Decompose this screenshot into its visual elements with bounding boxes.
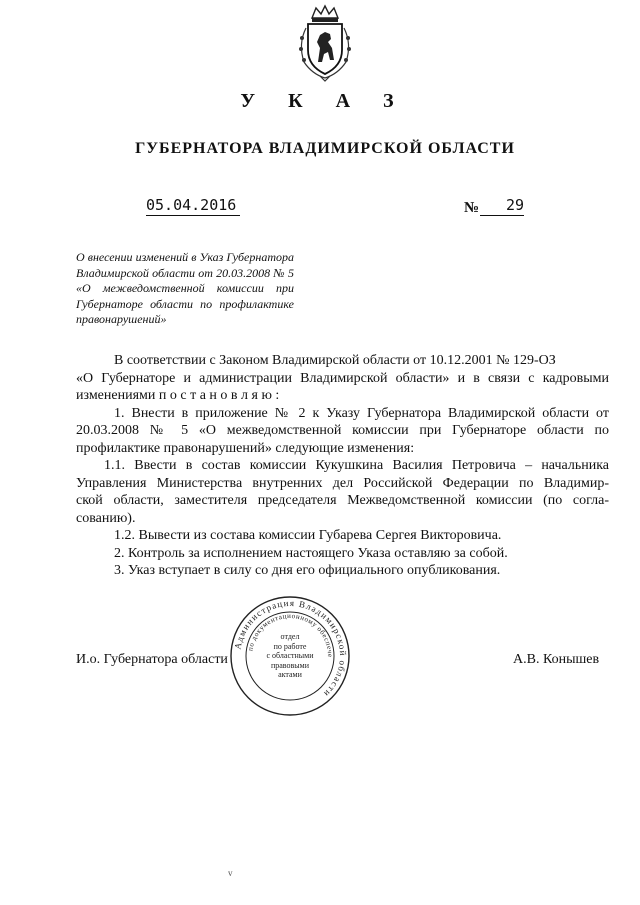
- stamp-line: по работе: [273, 641, 307, 651]
- subject-line: правонарушений»: [76, 312, 167, 326]
- body-line: 1.2. Вывести из состава комиссии Губарева Сергея Викторовича.: [114, 528, 502, 543]
- stamp-line: с областными: [266, 651, 314, 661]
- body-line: «О Губернаторе и администрации Владимирской области» и в связи с кадровыми: [76, 370, 609, 386]
- body-line: сованию).: [76, 510, 136, 526]
- document-date: 05.04.2016: [146, 196, 240, 216]
- document-title: У К А З: [240, 90, 408, 112]
- signatory-position: И.о. Губернатора области: [76, 652, 228, 667]
- body-line: Управления Министерства внутренних дел Российской Федерации по Владимир-: [76, 475, 609, 491]
- footer-mark: v: [228, 868, 233, 878]
- number-label: №: [464, 200, 480, 216]
- body-line: 2. Контроль за исполнением настоящего Указа оставляю за собой.: [114, 545, 508, 561]
- coat-of-arms-icon: [290, 4, 360, 82]
- signatory-name: А.В. Конышев: [513, 652, 600, 667]
- body-line: 1. Внести в приложение № 2 к Указу Губернатора Владимирской области от: [114, 405, 609, 421]
- body-line: профилактике правонарушений» следующие изменения:: [76, 440, 415, 456]
- subject-line: О внесении изменений в Указ Губернатора: [76, 250, 294, 264]
- stamp-line: отдел: [280, 632, 300, 642]
- body-line: 3. Указ вступает в силу со дня его официального опубликования.: [114, 563, 501, 578]
- stamp-ring-text: Администрация Владимирской области: [232, 597, 349, 700]
- document-subject: [76, 250, 294, 328]
- stamp-inner-text: [229, 595, 351, 717]
- official-stamp: [229, 595, 351, 717]
- body-line: ской области, заместителя председателя Межведомственной комиссии (по согла-: [76, 493, 609, 508]
- stamp-arc-text: по документационному обеспече: [246, 611, 335, 658]
- document-body: [76, 352, 609, 580]
- body-line: В соответствии с Законом Владимирской области от 10.12.2001 № 129-ОЗ: [114, 353, 556, 368]
- stamp-line: правовыми: [270, 660, 310, 670]
- document-number: 29: [480, 196, 524, 216]
- body-line: 20.03.2008 № 5 «О межведомственной комиссии при Губернаторе области по: [76, 423, 609, 438]
- body-line: изменениями п о с т а н о в л я ю :: [76, 388, 280, 403]
- stamp-line: актами: [278, 670, 302, 680]
- subject-line: Владимирской области от 20.03.2008 № 5: [76, 265, 294, 280]
- subject-line: Губернаторе области по профилактике: [76, 296, 294, 311]
- issuer-title: ГУБЕРНАТОРА ВЛАДИМИРСКОЙ ОБЛАСТИ: [135, 140, 515, 157]
- subject-line: «О межведомственной комиссии при: [76, 281, 294, 295]
- body-line: 1.1. Ввести в состав комиссии Кукушкина Василия Петровича – начальника: [104, 458, 609, 473]
